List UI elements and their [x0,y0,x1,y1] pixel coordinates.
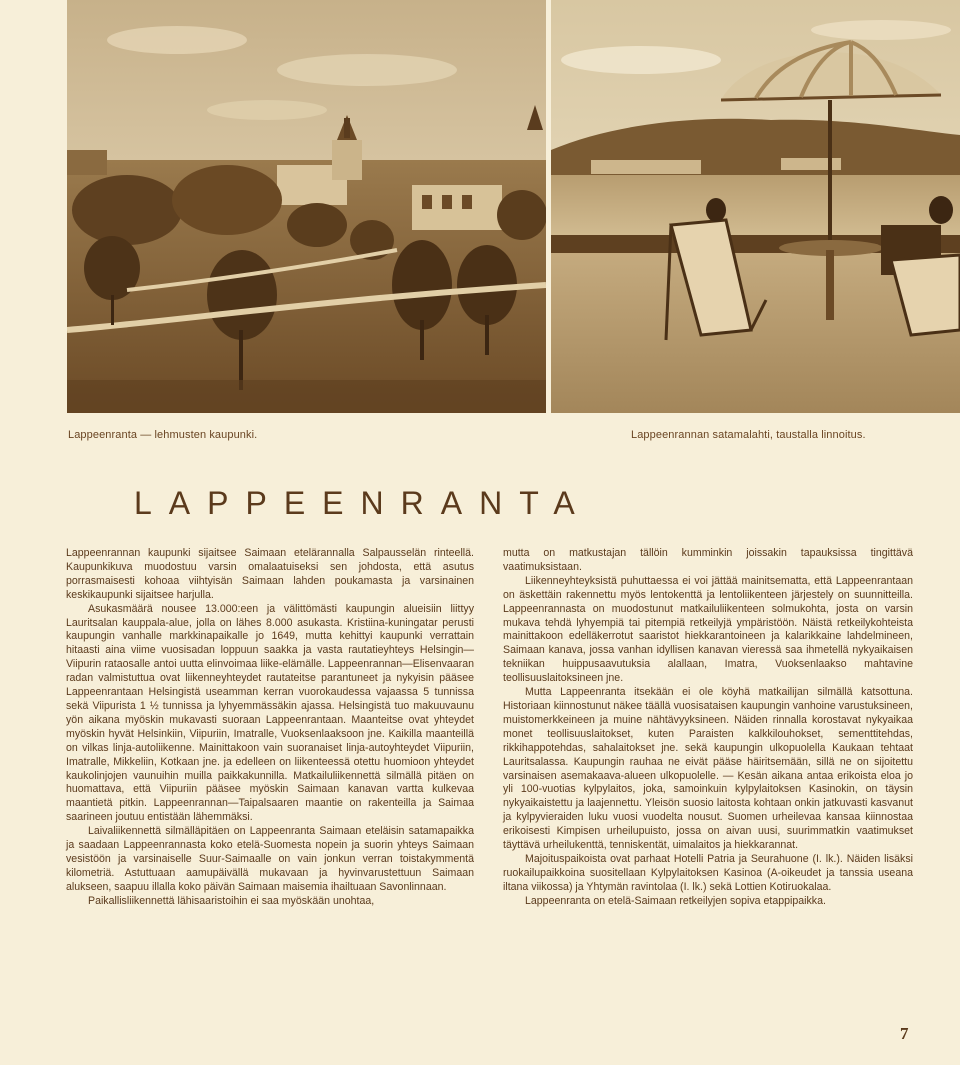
page-number: 7 [900,1024,909,1043]
paragraph: Asukasmäärä nousee 13.000:een ja välittömästi kaupungin alueisiin liittyy Lauritsalan kauppala-alue, jolla on lähes 8.000 asukasta. Kristiina-kuningatar perusti kaupungin vanhalle markkinapaikalle jo 1649, mutta kehittyi kaupunki verrattain hitaasti aina viime vuosisadan loppuun saakka ja vasta rautatieyhteys Helsingin—Viipurin rataosalle antoi uutta elinvoimaa liike-elämälle. Lappeenrannan—Elisenvaaran radan valmistuttua ovat liikenneyhteydet rautateitse parantuneet ja nykyisin pääsee Lappeenrantaan Helsingistä useamman kerran vuorokaudessa vajaassa 5 tunnissa sekä Viipurista 1 ½ tunnissa ja lyhyemmässäkin ajassa. Helsingistä tuo makuuvaunu yön aikana myöskin mukavasti suoraan Lappeenrantaan. Maanteitse ovat yhteydet myöskin hyvät Helsinkiin, Viipuriin, Imatralle, Vuoksenlaaksoon jne. Kaikilla maanteillä on vilkas linja-autoliikenne. Mainittakoon vain suoranaiset linja-autoyhteydet Viipuriin, Imatralle, Mikkeliin, Kotkaan jne. ja edelleen on liikenteessä otettu huomioon yhteydet kaukolinjojen vaunuihin muilla paikkakunnilla. Matkailuliikennettä silmällä pitäen on huomattava, että Viipuriin pääsee myöskin Saimaan kanavan vartta kulkevaa maantietä pitkin. Lappeenrannan—Taipalsaaren maantie on rakenteilla ja Saimaa saarineen joutuu entistään lähemmäksi. [66,602,474,824]
photo-caption-right: Lappeenrannan satamalahti, taustalla linnoitus. [631,429,866,441]
text-column-left [66,547,474,909]
paragraph: Paikallisliikennettä lähisaaristoihin ei saa myöskään unohtaa, [88,894,375,907]
paragraph: Lappeenranta on etelä-Saimaan retkeilyjen sopiva etappipaikka. [525,894,826,907]
photo-town-linden-trees [67,0,546,413]
paragraph: Majoituspaikoista ovat parhaat Hotelli Patria ja Seurahuone (I. lk.). Näiden lisäksi ruokailupaikkoina suositellaan Kylpylaitoksen Kasinoa (A-oikeudet ja tanssia useana iltana viikossa) ja Yhtymän ravintolaa (I. lk.) sekä Lottien Kotiruokalaa. [503,852,913,893]
photo-caption-left: Lappeenranta — lehmusten kaupunki. [68,429,258,441]
paragraph: mutta on matkustajan tällöin kumminkin joissakin tapauksissa tingittävä vaatimuksistaan. [503,547,913,573]
article-title: LAPPEENRANTA [134,485,592,521]
paragraph: Laivaliikennettä silmälläpitäen on Lappeenranta Saimaan eteläisin satamapaikka ja saadaan Lappeenrannasta koko etelä-Suomesta nopein ja suorin yhteys Saimaan vesistöön ja varsinaiselle Suur-Saimaalle on vain jonkun verran toistakymmentä kilometriä. Astuttuaan aamupäivällä mukavaan ja hyvinvarustettuun Saimaan alukseen, saapuu illalla koko päivän Saimaan maisemia ihailtuaan Savonlinnaan. [66,825,474,893]
paragraph: Liikenneyhteyksistä puhuttaessa ei voi jättää mainitsematta, että Lappeenrantaan on äskettäin rakennettu myös lentokenttä ja lentoliikenteen järjestely on suunnitteilla. Lappeenrannasta on muodostunut matkailuliikenteen solmukohta, josta on varsin mukava tehdä lyhyempiä tai pitempiä retkeilyjä ympäristöön. Näistä retkeilykohteista mainittakoon edelläkerrotut saaristot hiekkarantoineen ja kalarikkaine lahdelmineen, Saimaan kanava, jossa vanhan idyllisen kanavan vieressä saa ihmetellä nykyaikaisen tekniikan huippusaavutuksia alallaan, Imatra, Vuoksenlaakso mahtavine teollisuuslaitoksineen jne. [503,574,913,685]
text-column-right [503,547,913,909]
paragraph: Mutta Lappeenranta itsekään ei ole köyhä matkailijan silmällä katsottuna. Historiaan kiinnostunut näkee täällä vuosisataisen kaupungin vanhoine varustuksineen, muistomerkkeineen ja muine nähtävyyksineen. Näiden rinnalla korostavat nykyaikaa monet teollisuuslaitokset, kuten Paraisten kalkkilouhokset, sementtitehdas, rikkihappotehdas, sahalaitokset jne. sekä kaupungin ulkopuolella Kaukaan tehtaat Lauritsalassa. Kaupungin rauhaa ne eivät pääse häiritsemään, sillä ne on sijoitettu varsinaisen asemakaava-alueen ulkopuolelle. — Kesän aikana antaa erikoista eloa jo yli 100-vuotias kylpylaitos, joka, samoinkuin kylpylaitoksen Kasinokin, on täysin nykyaikaistettu ja laajennettu. Yleisön suosio laitosta kohtaan onkin jatkuvasti kasvanut ja kylpyvieraiden luku vuosi vuodelta nousut. Suomen urheilevaa kansaa kiinnostaa erikoisesti Kimpisen urheilupuisto, jossa on aivan uusi, suurimmatkin vaatimukset täyttävä urheilukenttä, tenniskentät, uimalaitos ja hiekkarannat. [503,686,913,852]
paragraph: Lappeenrannan kaupunki sijaitsee Saimaan etelärannalla Salpausselän rinteellä. Kaupunkikuva muodostuu varsin omalaatuiseksi sen johdosta, että asutus porrasmaisesti kohoaa viihtyisän Saimaan lahden poukamasta ja varsinainen keskikaupunki sijaitsee harjulla. [66,547,474,601]
photo-harbour-bay [551,0,960,413]
